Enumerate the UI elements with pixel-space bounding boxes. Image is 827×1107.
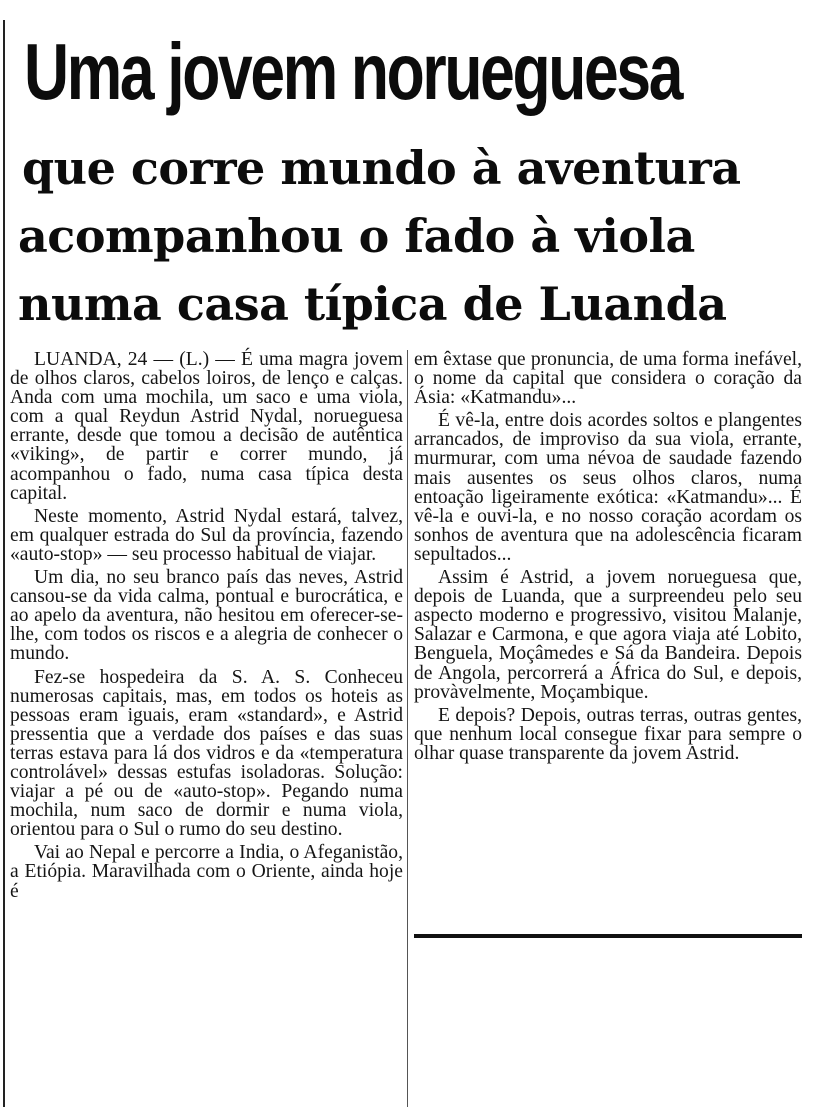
paragraph: E depois? Depois, outras terras, outras gentes, que nenhum local consegue fixar para sempre o olhar quase transparente da jovem Astrid. [414, 704, 802, 764]
paragraph: LUANDA, 24 — (L.) — É uma magra jovem de olhos claros, cabelos loiros, de lenço e calças. Anda com uma mochila, um saco e uma viola, com a qual Reydun Astrid Nydal, norueguesa errante, desde que tomou a decisão de autêntica «viking», de partir e correr mundo, já acompanhou o fado, numa casa típica desta capital. [10, 349, 403, 504]
paragraph: É vê-la, entre dois acordes soltos e plangentes arrancados, de improviso da sua viola, errante, murmurar, com uma névoa de saudade fazendo mais ausentes os seus olhos claros, numa entoação ligeiramente exótica: «Katmandu»... É vê-la e ouvi-la, e no nosso coração acordam os sonhos de aventura que na adolescência ficaram sepultados... [414, 410, 802, 565]
article-column-right [414, 350, 802, 763]
headline-main: Uma jovem norueguesa [24, 27, 682, 116]
paragraph: Assim é Astrid, a jovem norueguesa que, depois de Luanda, que a surpreendeu pelo seu aspecto moderno e progressivo, visitou Malanje, Salazar e Carmona, e que agora viaja até Lobito, Benguela, Moçâmedes e Sá da Bandeira. Depois de Angola, percorrerá a África do Sul, e depois, provàvelmente, Moçambique. [414, 567, 802, 703]
paragraph: Vai ao Nepal e percorre a India, o Afeganistão, a Etiópia. Maravilhada com o Oriente, ainda hoje é [10, 842, 403, 902]
headline-line: que corre mundo à aventura [22, 141, 741, 195]
headline-line: numa casa típica de Luanda [18, 277, 727, 331]
article-column-left [10, 350, 403, 901]
article-end-rule [414, 934, 802, 938]
paragraph: Fez-se hospedeira da S. A. S. Conheceu numerosas capitais, mas, em todos os hoteis as pessoas eram iguais, eram «standard», e Astrid pressentia que a verdade dos países e das suas terras estava para lá dos vidros e da «temperatura controlável» dessas estufas isoladoras. Solução: viajar a pé ou de «auto-stop». Pegando numa mochila, num saco de dormir e numa viola, orientou para o Sul o rumo do seu destino. [10, 666, 403, 841]
paragraph: Um dia, no seu branco país das neves, Astrid cansou-se da vida calma, pontual e burocrática, e ao apelo da aventura, não hesitou em oferecer-se-lhe, com todos os riscos e a alegria de conhecer o mundo. [10, 567, 403, 665]
column-divider [407, 350, 408, 1107]
column-rule [3, 20, 5, 1107]
paragraph: Neste momento, Astrid Nydal estará, talvez, em qualquer estrada do Sul da província, fazendo «auto-stop» — seu processo habitual de viajar. [10, 505, 403, 565]
headline-line: acompanhou o fado à viola [18, 209, 695, 263]
paragraph: em êxtase que pronuncia, de uma forma inefável, o nome da capital que considera o coração da Ásia: «Katmandu»... [414, 349, 802, 409]
headline [18, 22, 818, 338]
